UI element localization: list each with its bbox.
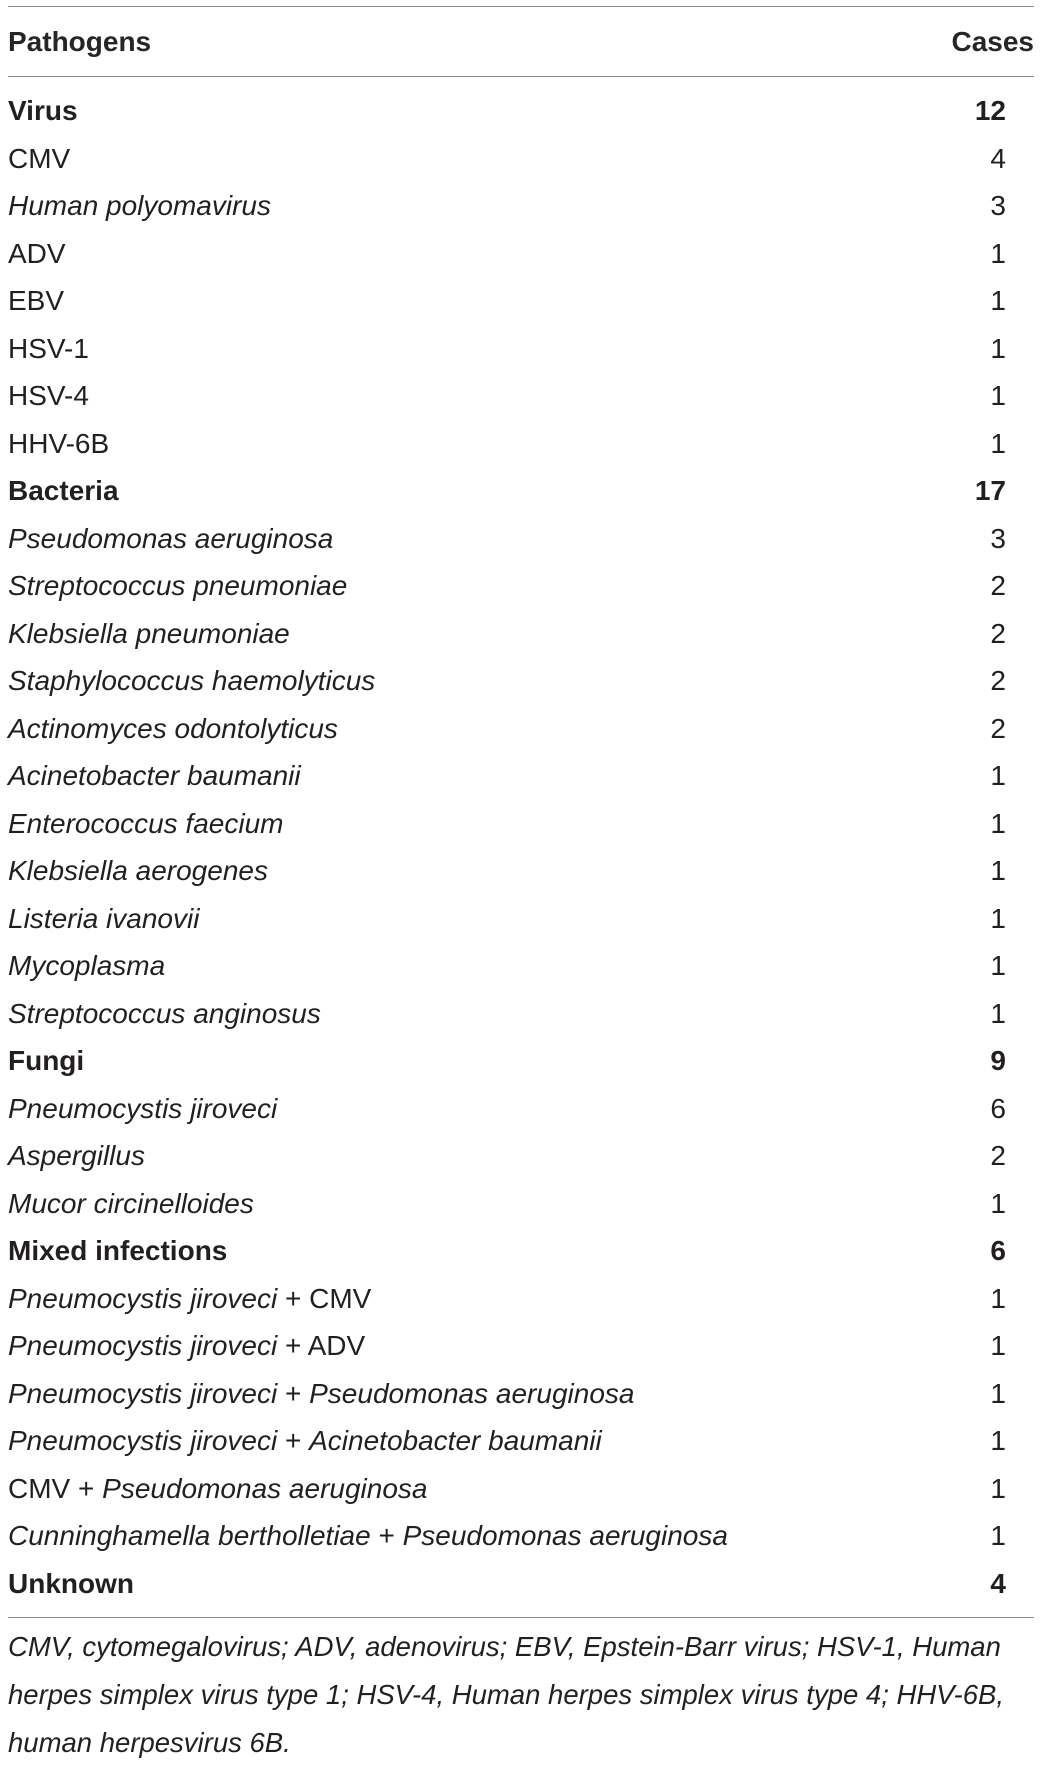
pathogen-name-part: Pseudomonas aeruginosa [402,1520,728,1551]
pathogen-name [8,519,333,559]
pathogen-name-part: Klebsiella pneumoniae [8,617,290,649]
pathogen-name-part: Mucor circinelloides [8,1187,254,1219]
pathogen-name-part: Cunninghamella bertholletiae [8,1520,371,1551]
table-row [8,1089,1034,1137]
pathogen-name-part: HHV-6B [8,427,110,459]
cases-count: 1 [990,807,1006,839]
pathogen-name-part: Fungi [8,1045,85,1076]
cases-count: 1 [990,950,1006,981]
pathogen-name-part: Pneumocystis jiroveci [8,1377,278,1409]
pathogen-name-part: Pneumocystis jiroveci [8,1282,278,1314]
pathogen-name-part: Pneumocystis jiroveci [8,1330,278,1361]
pathogen-name-part: Human polyomavirus [8,190,271,221]
cases-count: 3 [990,190,1006,221]
pathogen-name-part: ADV [8,237,66,269]
cases-count: 3 [990,522,1006,554]
pathogen-name-part: Listeria ivanovii [8,902,200,934]
pathogen-name [8,709,338,749]
pathogen-name-part: Aspergillus [8,1140,145,1171]
table-row [8,1516,1034,1564]
cases-count: 9 [990,1045,1006,1076]
group-name [8,1231,227,1271]
pathogen-name [8,1184,254,1224]
header-cases: Cases [951,26,1034,57]
pathogen-name-part: CMV + [8,1472,103,1504]
pathogen-name-part: Pseudomonas aeruginosa [309,1377,635,1409]
cases-count: 1 [990,1282,1006,1314]
table-row [8,1279,1034,1327]
pathogen-name-part: Mixed infections [8,1235,228,1266]
cases-count: 1 [990,427,1006,459]
pathogen-name-part: + [277,1377,310,1409]
table-row [8,756,1034,804]
pathogen-name [8,1279,371,1319]
pathogen-name [8,376,89,416]
cases-count: 17 [974,475,1006,506]
cases-count: 1 [990,380,1006,411]
table-row [8,139,1034,187]
table-top-rule [8,6,1034,7]
pathogen-name [8,566,347,606]
pathogen-name [8,139,70,179]
table-header-rule [8,76,1034,77]
cases-count: 6 [990,1092,1006,1124]
footnote-line: human herpesvirus 6B. [8,1727,291,1758]
group-name [8,91,78,131]
pathogen-name-part: Enterococcus faecium [8,807,284,839]
pathogen-name-part: Bacteria [8,475,119,506]
table-group-row [8,1231,1034,1279]
table-header-row [8,22,1034,62]
cases-count: 1 [990,902,1006,934]
table-row [8,1184,1034,1232]
pathogen-name-part: Acinetobacter baumanii [309,1425,602,1456]
cases-count: 2 [990,712,1006,744]
pathogen-name [8,1469,427,1509]
pathogen-name [8,1136,145,1176]
pathogen-name-part: HSV-4 [8,380,89,411]
pathogen-name-part: Pseudomonas aeruginosa [102,1472,428,1504]
table-row [8,899,1034,947]
pathogen-name-part: HSV-1 [8,332,89,364]
table-row [8,1326,1034,1374]
pathogen-name [8,1089,277,1129]
pathogen-name-part: Actinomyces odontolyticus [8,712,338,744]
cases-count: 2 [990,570,1006,601]
group-name [8,1041,84,1081]
table-row [8,709,1034,757]
pathogen-name [8,661,375,701]
table-bottom-rule [8,1617,1034,1618]
pathogen-name [8,851,268,891]
cases-count: 1 [990,760,1006,791]
pathogen-name [8,946,165,986]
table-row [8,519,1034,567]
cases-count: 1 [990,1520,1006,1551]
table-row [8,1136,1034,1184]
pathogen-name-part: + ADV [277,1330,366,1361]
table-body [8,91,1034,1611]
cases-count: 2 [990,1140,1006,1171]
cases-count: 1 [990,1377,1006,1409]
cases-count: 1 [990,285,1006,316]
table-row [8,234,1034,282]
table-row [8,329,1034,377]
table-footnote [8,1623,1038,1767]
pathogen-name-part: Pneumocystis jiroveci [8,1092,278,1124]
cases-count: 12 [974,95,1006,126]
cases-count: 1 [990,1425,1006,1456]
pathogen-name-part: Mycoplasma [8,950,166,981]
table-group-row [8,1564,1034,1612]
table-row [8,661,1034,709]
cases-count: 1 [990,855,1006,886]
cases-count: 6 [990,1235,1006,1266]
pathogen-name-part: Acinetobacter baumanii [8,760,301,791]
pathogen-name-part: Unknown [8,1567,134,1599]
table-row [8,1469,1034,1517]
pathogen-name [8,281,64,321]
pathogen-name-part: Streptococcus anginosus [8,997,321,1029]
group-name [8,471,119,511]
table-row [8,566,1034,614]
cases-count: 2 [990,617,1006,649]
cases-count: 1 [990,1187,1006,1219]
table-group-row [8,1041,1034,1089]
pathogen-name [8,1326,365,1366]
pathogen-name [8,186,271,226]
table-group-row [8,471,1034,519]
pathogen-name [8,1374,634,1414]
pathogen-name [8,756,301,796]
pathogen-name-part: CMV [8,142,71,174]
pathogen-name-part: + [277,1425,310,1456]
pathogen-name-part: + [370,1520,403,1551]
table-row [8,1374,1034,1422]
pathogen-name-part: EBV [8,285,65,316]
pathogen-name-part: Pseudomonas aeruginosa [8,522,334,554]
pathogen-name [8,614,290,654]
table-row [8,946,1034,994]
pathogen-name-part: Streptococcus pneumoniae [8,570,348,601]
table-row [8,186,1034,234]
pathogen-name [8,1516,728,1556]
table-group-row [8,91,1034,139]
pathogen-name-part: Klebsiella aerogenes [8,855,268,886]
table-row [8,804,1034,852]
cases-count: 1 [990,1330,1006,1361]
cases-count: 4 [990,1567,1006,1599]
footnote-line: CMV, cytomegalovirus; ADV, adenovirus; EBV, Epstein-Barr virus; HSV-1, Human [8,1631,1001,1662]
pathogen-name [8,329,89,369]
cases-count: 1 [990,237,1006,269]
pathogen-name [8,234,66,274]
table-row [8,614,1034,662]
pathogen-name-part: Staphylococcus haemolyticus [8,665,376,696]
pathogen-name [8,424,109,464]
pathogen-name [8,804,283,844]
cases-count: 2 [990,665,1006,696]
cases-count: 1 [990,332,1006,364]
cases-count: 1 [990,1472,1006,1504]
group-name [8,1564,134,1604]
table-row [8,424,1034,472]
table-row [8,994,1034,1042]
cases-count: 4 [990,142,1006,174]
pathogen-name-part: Pneumocystis jiroveci [8,1425,278,1456]
pathogen-name-part: + CMV [277,1282,372,1314]
pathogen-name-part: Virus [8,95,78,126]
table-row [8,1421,1034,1469]
table-row [8,281,1034,329]
table-row [8,376,1034,424]
cases-count: 1 [990,997,1006,1029]
footnote-line: herpes simplex virus type 1; HSV-4, Human herpes simplex virus type 4; HHV-6B, [8,1679,1004,1710]
header-pathogens: Pathogens [8,26,152,57]
table-row [8,851,1034,899]
pathogen-name [8,994,321,1034]
pathogen-name [8,1421,602,1461]
pathogen-name [8,899,199,939]
